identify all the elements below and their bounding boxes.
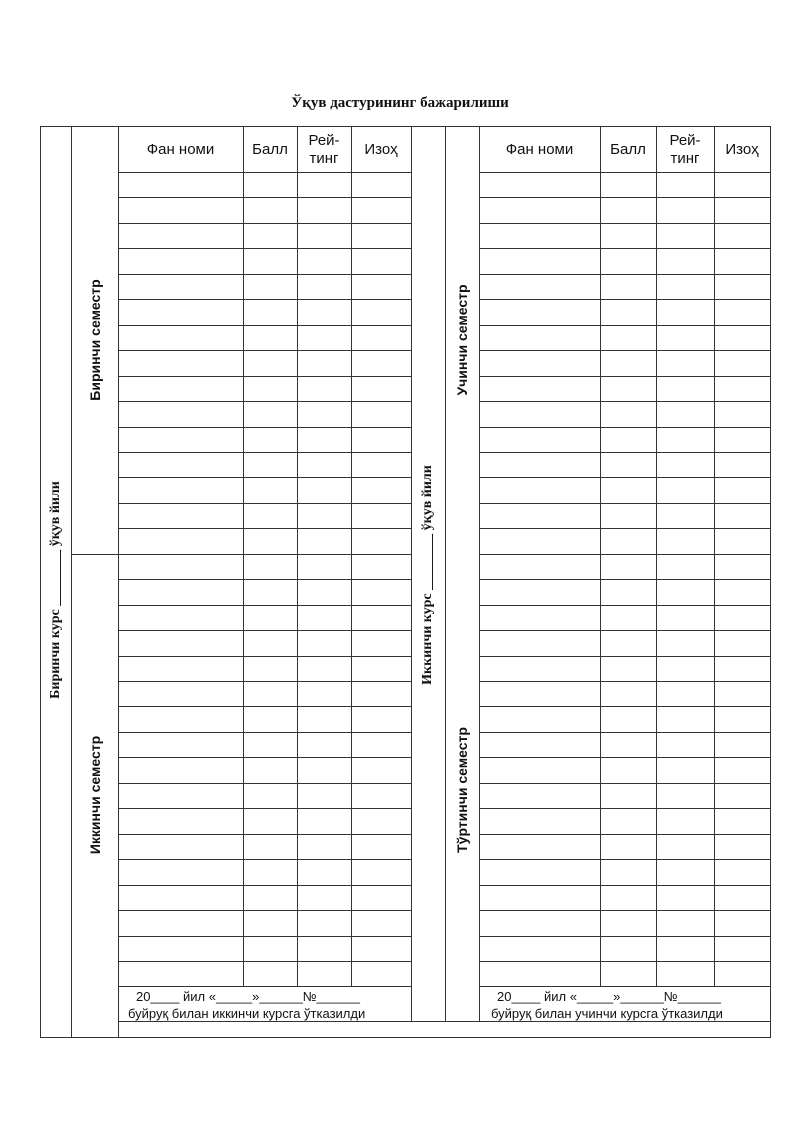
third-semester-label: Учинчи семестр: [454, 284, 470, 396]
right-row-line: [479, 757, 771, 758]
right-header-score: Балл: [610, 141, 646, 158]
left-row-line: [118, 248, 411, 249]
right-row-line: [479, 605, 771, 606]
left-row-line: [118, 299, 411, 300]
right-row-line: [479, 452, 771, 453]
left-row-line: [118, 503, 411, 504]
left-row-line: [118, 961, 411, 962]
left-header-rating-line2: тинг: [309, 150, 339, 167]
first-semester-label: Биринчи семестр: [87, 279, 103, 401]
right-row-line: [479, 325, 771, 326]
left-footer-line1: 20____ йил «_____»______№______: [136, 989, 361, 1004]
right-row-line: [479, 223, 771, 224]
right-row-line: [479, 834, 771, 835]
left-row-line: [118, 630, 411, 631]
first-course-label: Биринчи курс ________ ўқув йили: [48, 481, 63, 699]
left-row-line: [118, 427, 411, 428]
left-row-line: [118, 859, 411, 860]
center-right-divider: [445, 126, 446, 1021]
left-row-line: [118, 350, 411, 351]
right-row-line: [479, 350, 771, 351]
left-row-line: [118, 223, 411, 224]
left-row-line: [118, 656, 411, 657]
right-row-line: [479, 248, 771, 249]
left-row-line: [118, 986, 411, 987]
right-header-rating-line2: тинг: [670, 150, 700, 167]
right-row-line: [479, 299, 771, 300]
left-column-line: [297, 126, 298, 987]
left-row-line: [118, 579, 411, 580]
left-header-subject: Фан номи: [146, 141, 215, 158]
frame-top: [40, 126, 771, 127]
right-column-line: [714, 126, 715, 987]
left-row-line: [118, 808, 411, 809]
center-left-divider: [411, 126, 412, 1021]
left-header-rating: [297, 132, 351, 168]
left-row-line: [118, 605, 411, 606]
right-row-line: [479, 197, 771, 198]
frame-right: [770, 126, 771, 1037]
center-footer-line: [411, 1021, 479, 1022]
left-row-line: [118, 197, 411, 198]
right-row-line: [479, 401, 771, 402]
left-row-line: [118, 554, 411, 555]
right-row-line: [479, 961, 771, 962]
left-row-line: [118, 325, 411, 326]
right-row-line: [479, 503, 771, 504]
left-row-line: [118, 452, 411, 453]
left-header-rating-line1: Рей-: [308, 132, 340, 149]
right-row-line: [479, 477, 771, 478]
frame-bottom: [40, 1037, 771, 1038]
left-row-line: [118, 376, 411, 377]
right-row-line: [479, 630, 771, 631]
left-row-line: [118, 401, 411, 402]
frame-left: [40, 126, 41, 1037]
right-row-line: [479, 936, 771, 937]
page-title: Ўқув дастурининг бажарилиши: [291, 95, 509, 111]
left-row-line: [118, 528, 411, 529]
right-header-rating-line1: Рей-: [669, 132, 701, 149]
left-semester-split: [71, 554, 118, 555]
left-header-score: Балл: [252, 141, 288, 158]
right-row-line: [479, 783, 771, 784]
right-row-line: [479, 172, 771, 173]
course-column-divider: [71, 126, 72, 1037]
left-header-note: Изоҳ: [364, 141, 398, 158]
left-row-line: [118, 936, 411, 937]
right-row-line: [479, 986, 771, 987]
right-footer-line1: 20____ йил «_____»______№______: [497, 989, 722, 1004]
left-column-line: [351, 126, 352, 987]
left-row-line: [118, 834, 411, 835]
left-footer-line2: буйруқ билан иккинчи курсга ўтказилди: [128, 1006, 366, 1021]
right-row-line: [479, 732, 771, 733]
left-row-line: [118, 706, 411, 707]
left-row-line: [118, 274, 411, 275]
right-row-line: [479, 910, 771, 911]
right-header-note: Изоҳ: [725, 141, 759, 158]
right-row-line: [479, 274, 771, 275]
fourth-semester-label: Тўртинчи семестр: [454, 727, 470, 853]
right-header-subject: Фан номи: [505, 141, 574, 158]
right-semester-divider: [479, 126, 480, 1021]
left-row-line: [118, 732, 411, 733]
right-column-line: [656, 126, 657, 987]
right-row-line: [479, 554, 771, 555]
left-row-line: [118, 681, 411, 682]
right-row-line: [479, 706, 771, 707]
right-row-line: [479, 885, 771, 886]
right-footer-line2: буйруқ билан учинчи курсга ўтказилди: [491, 1006, 723, 1021]
second-semester-label: Иккинчи семестр: [87, 735, 103, 855]
right-row-line: [479, 656, 771, 657]
right-row-line: [479, 427, 771, 428]
right-row-line: [479, 681, 771, 682]
left-row-line: [118, 477, 411, 478]
right-row-line: [479, 579, 771, 580]
left-row-line: [118, 885, 411, 886]
right-header-rating: [656, 132, 714, 168]
right-row-line: [479, 528, 771, 529]
left-column-line: [243, 126, 244, 987]
right-column-line: [600, 126, 601, 987]
semester-column-divider: [118, 126, 119, 1037]
left-row-line: [118, 172, 411, 173]
right-row-line: [479, 859, 771, 860]
second-course-label: Иккинчи курс ________ ўқув йили: [420, 465, 435, 685]
right-row-line: [479, 808, 771, 809]
left-row-line: [118, 783, 411, 784]
right-row-line: [479, 376, 771, 377]
left-row-line: [118, 757, 411, 758]
left-row-line: [118, 910, 411, 911]
